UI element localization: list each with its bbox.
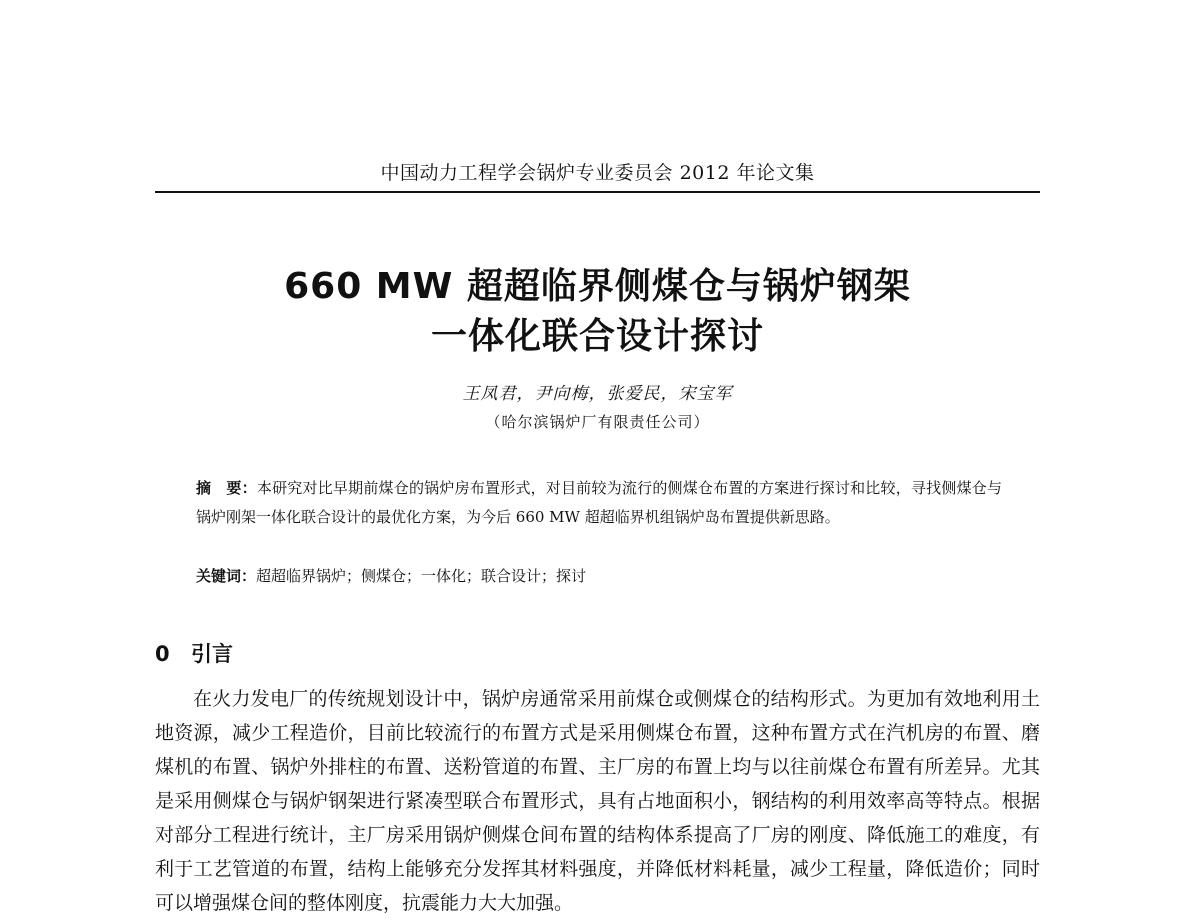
keywords <box>196 562 1002 591</box>
section-number: 0 <box>155 642 170 666</box>
section-title: 引言 <box>191 642 233 666</box>
abstract-label: 摘 要： <box>196 479 257 497</box>
authors: 王凤君，尹向梅，张爱民，宋宝军 <box>462 384 733 404</box>
running-header: 中国动力工程学会锅炉专业委员会 2012 年论文集 <box>380 162 815 184</box>
abstract <box>196 474 1002 532</box>
header-rule <box>155 191 1040 193</box>
paper-title-line-2: 一体化联合设计探讨 <box>430 316 764 357</box>
affiliation: （哈尔滨锅炉厂有限责任公司） <box>485 413 710 431</box>
paper-title-line-1: 660 MW 超超临界侧煤仓与锅炉钢架 <box>284 266 911 307</box>
paper-title <box>155 262 1040 362</box>
abstract-text: 本研究对比早期前煤仓的锅炉房布置形式，对目前较为流行的侧煤仓布置的方案进行探讨和比较，寻找侧煤仓与锅炉刚架一体化联合设计的最优化方案，为今后 660 MW 超超临界机组锅炉岛布置提供新思路。 <box>196 479 1002 526</box>
section-heading <box>155 638 233 668</box>
body-paragraph: 在火力发电厂的传统规划设计中，锅炉房通常采用前煤仓或侧煤仓的结构形式。为更加有效地利用土地资源，减少工程造价，目前比较流行的布置方式是采用侧煤仓布置，这种布置方式在汽机房的布置、磨煤机的布置、锅炉外排柱的布置、送粉管道的布置、主厂房的布置上均与以往前煤仓布置有所差异。尤其是采用侧煤仓与锅炉钢架进行紧凑型联合布置形式，具有占地面积小，钢结构的利用效率高等特点。根据对部分工程进行统计，主厂房采用锅炉侧煤仓间布置的结构体系提高了厂房的刚度、降低施工的难度，有利于工艺管道的布置，结构上能够充分发挥其材料强度，并降低材料耗量，减少工程量，降低造价；同时可以增强煤仓间的整体刚度，抗震能力大大加强。 <box>155 688 1040 914</box>
keywords-text: 超超临界锅炉；侧煤仓；一体化；联合设计；探讨 <box>256 567 587 585</box>
keywords-label: 关键词： <box>196 567 257 585</box>
